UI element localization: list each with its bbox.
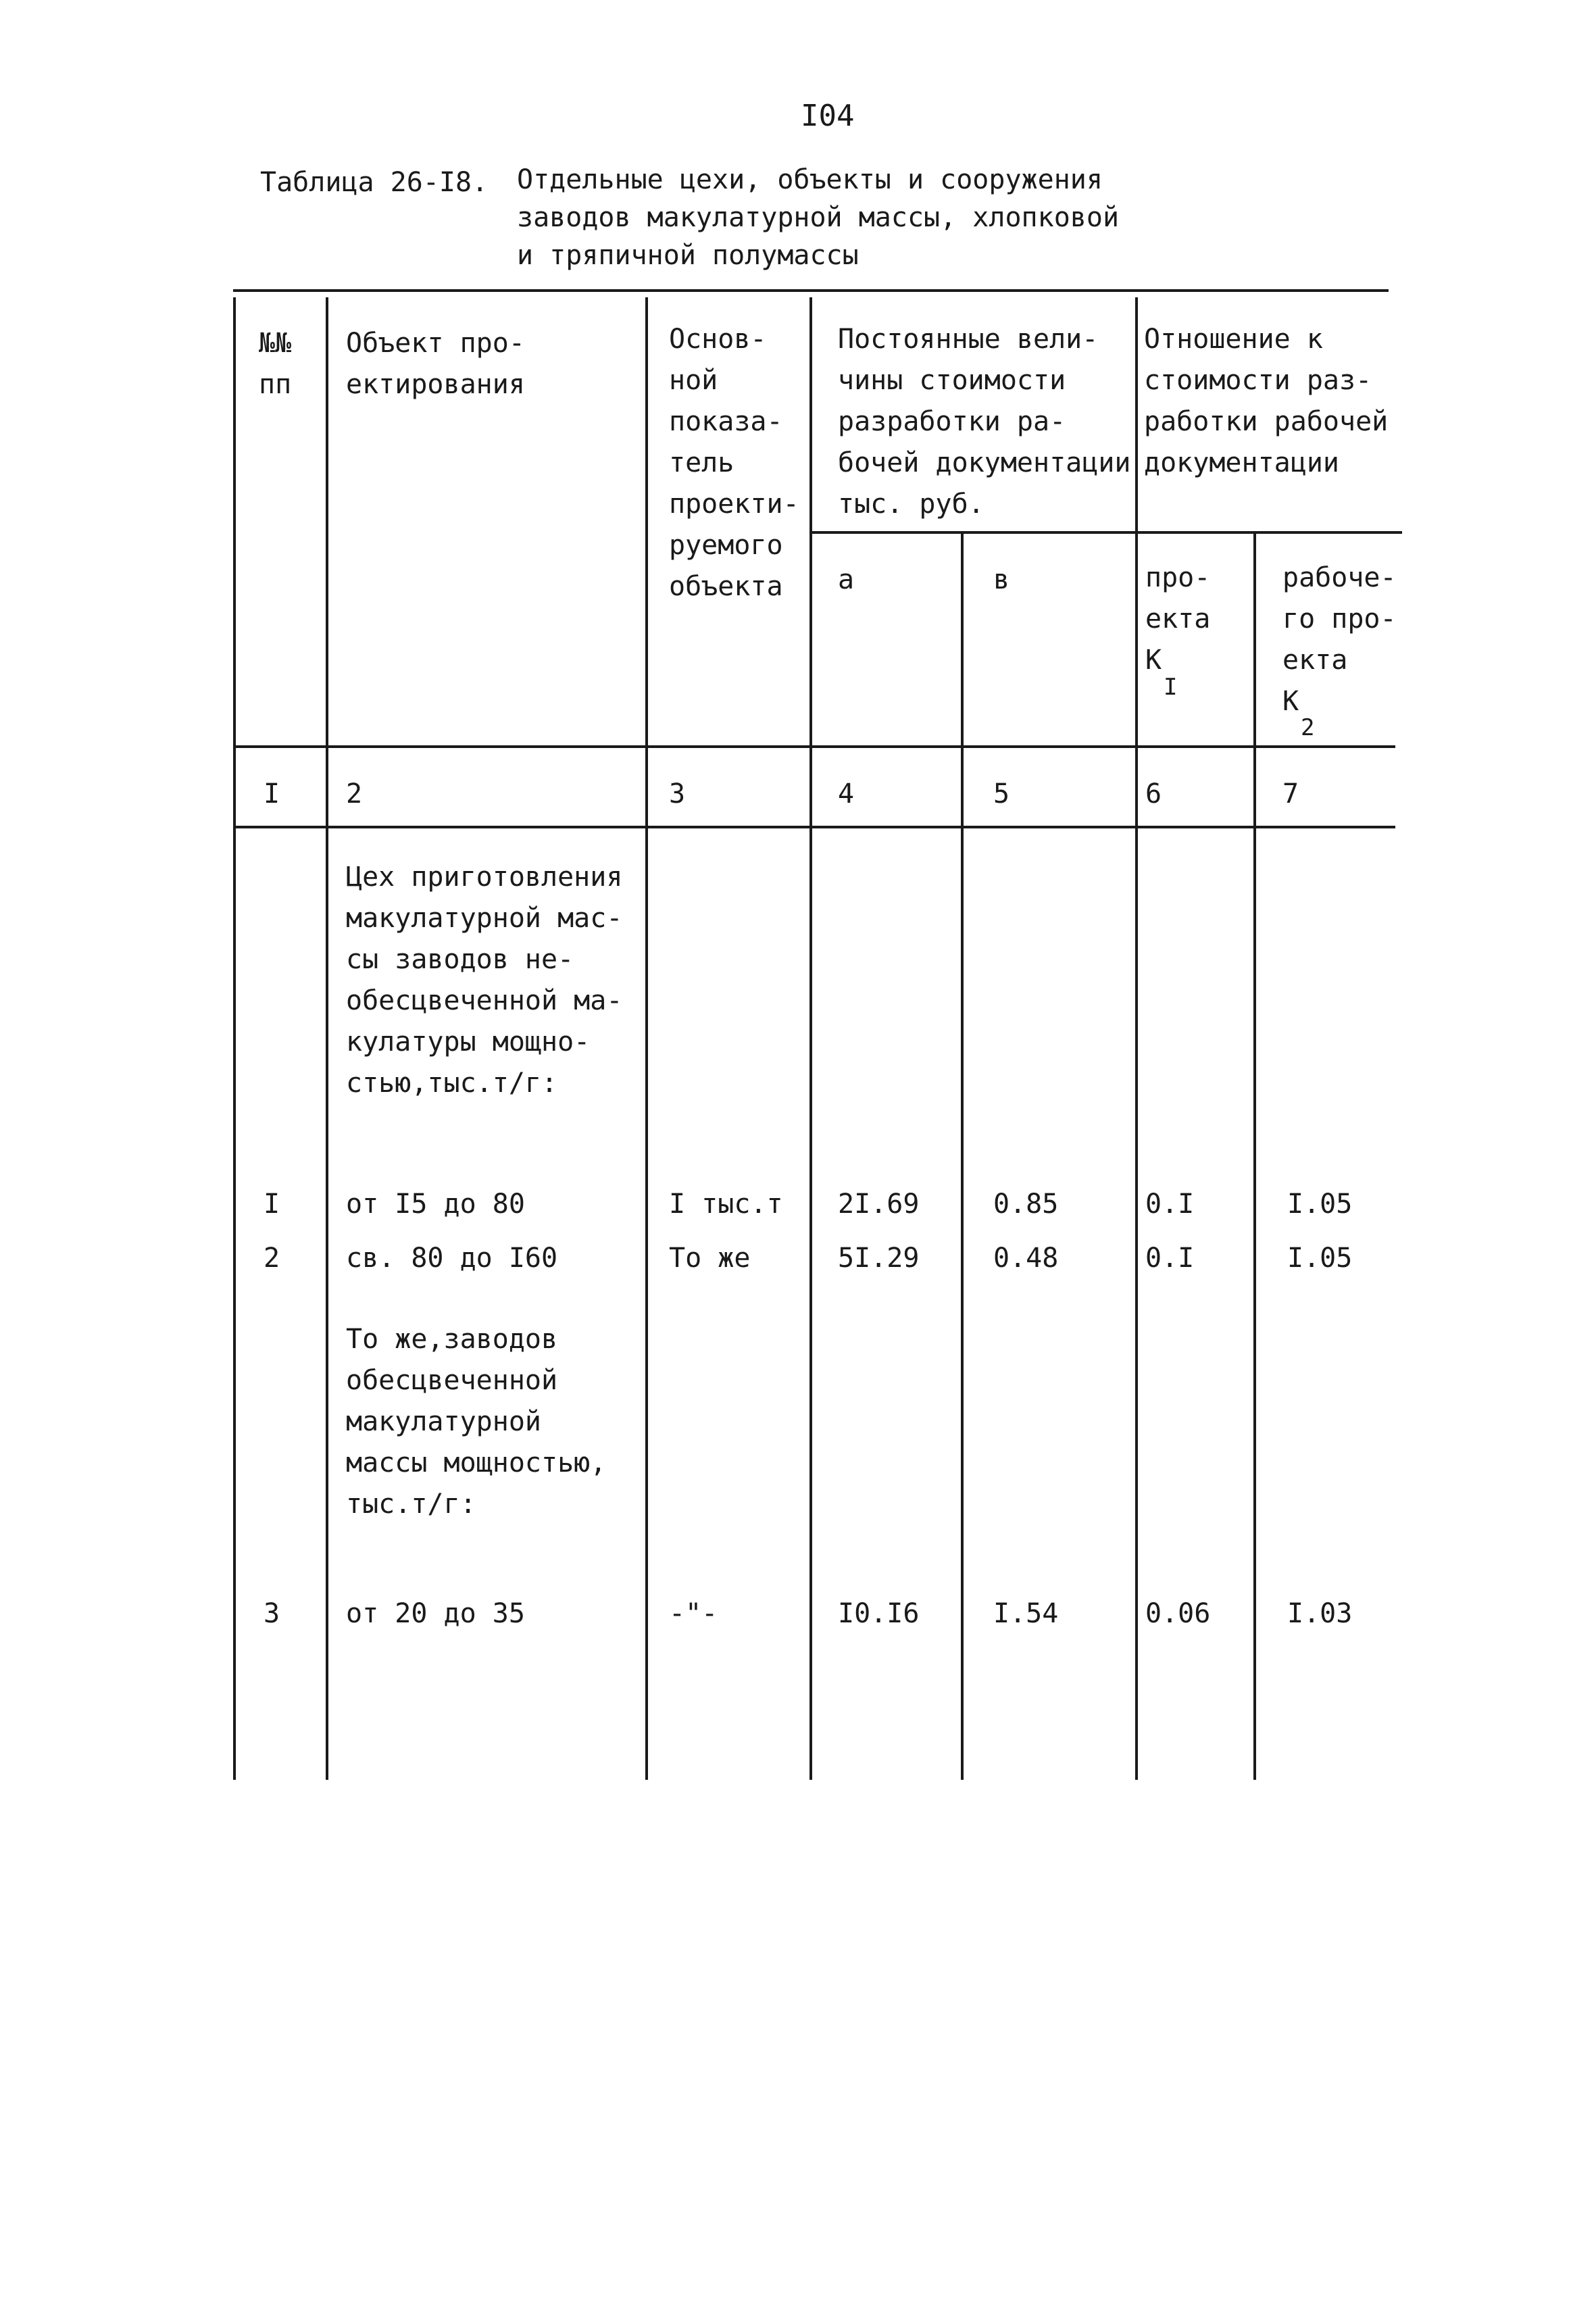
header-b: в	[993, 564, 1010, 595]
page-number: I04	[801, 99, 855, 133]
row-value-b: 0.48	[993, 1243, 1059, 1274]
row-value-b: 0.85	[993, 1189, 1059, 1220]
row-object: св. 80 до I60	[346, 1243, 558, 1274]
row-number: I	[264, 1189, 280, 1220]
colnum-2: 2	[346, 778, 363, 810]
header-indicator: Основ- ной показа- тель проекти- руемого объекта	[669, 324, 799, 602]
header-k1: про- екта К	[1145, 562, 1211, 676]
row-k2: I.05	[1287, 1189, 1353, 1220]
vline-6	[1253, 534, 1256, 1780]
subheader-rule	[811, 531, 1402, 534]
group-title-1: Цех приготовления макулатурной мас- сы заводов не- обесцвеченной ма- кулатуры мощно- стью,тыс.т/г:	[346, 862, 623, 1099]
vline-1	[326, 297, 328, 1780]
row-k2: I.05	[1287, 1243, 1353, 1274]
colnum-1: I	[264, 778, 280, 810]
group-title-2: То же,заводов обесцвеченной макулатурной массы мощностью, тыс.т/г:	[346, 1324, 607, 1520]
header-object: Объект про- ектирования	[346, 328, 525, 400]
row-k1: 0.I	[1145, 1243, 1195, 1274]
colnum-7: 7	[1282, 778, 1299, 810]
colnum-3: 3	[669, 778, 686, 810]
header-k2-subscript: 2	[1301, 714, 1315, 741]
row-k1: 0.I	[1145, 1189, 1195, 1220]
vline-0	[233, 297, 236, 1780]
colnum-5: 5	[993, 778, 1010, 810]
row-k1: 0.06	[1145, 1598, 1211, 1629]
header-ratio: Отношение к стоимости раз- работки рабочей документации	[1144, 324, 1389, 478]
row-value-a: 5I.29	[838, 1243, 920, 1274]
row-number: 2	[264, 1243, 280, 1274]
row-number: 3	[264, 1598, 280, 1629]
colnum-6: 6	[1145, 778, 1162, 810]
header-constants: Постоянные вели- чины стоимости разработки ра- бочей документации тыс. руб.	[838, 324, 1131, 520]
vline-3	[809, 297, 812, 1780]
row-value-a: 2I.69	[838, 1189, 920, 1220]
colnum-bottom-rule	[233, 826, 1395, 828]
table-caption-text: Отдельные цехи, объекты и сооружения заводов макулатурной массы, хлопковой и тряпичной полумассы	[517, 164, 1120, 271]
header-k2: рабоче- го про- екта К	[1282, 562, 1397, 717]
row-indicator: I тыс.т	[669, 1189, 783, 1220]
vline-4	[961, 534, 964, 1780]
table-caption-label: Таблица 26-I8.	[260, 167, 489, 198]
vline-2	[645, 297, 648, 1780]
vline-5	[1135, 297, 1138, 1780]
row-k2: I.03	[1287, 1598, 1353, 1629]
row-value-b: I.54	[993, 1598, 1059, 1629]
row-indicator: То же	[669, 1243, 751, 1274]
header-bottom-rule	[233, 745, 1395, 748]
row-object: от I5 до 80	[346, 1189, 525, 1220]
row-indicator: -"-	[669, 1598, 718, 1629]
table-top-rule	[233, 289, 1389, 292]
header-k1-subscript: I	[1164, 674, 1178, 701]
header-a: а	[838, 564, 855, 595]
row-value-a: I0.I6	[838, 1598, 920, 1629]
header-number: №№ пп	[259, 328, 292, 400]
colnum-4: 4	[838, 778, 855, 810]
row-object: от 20 до 35	[346, 1598, 525, 1629]
